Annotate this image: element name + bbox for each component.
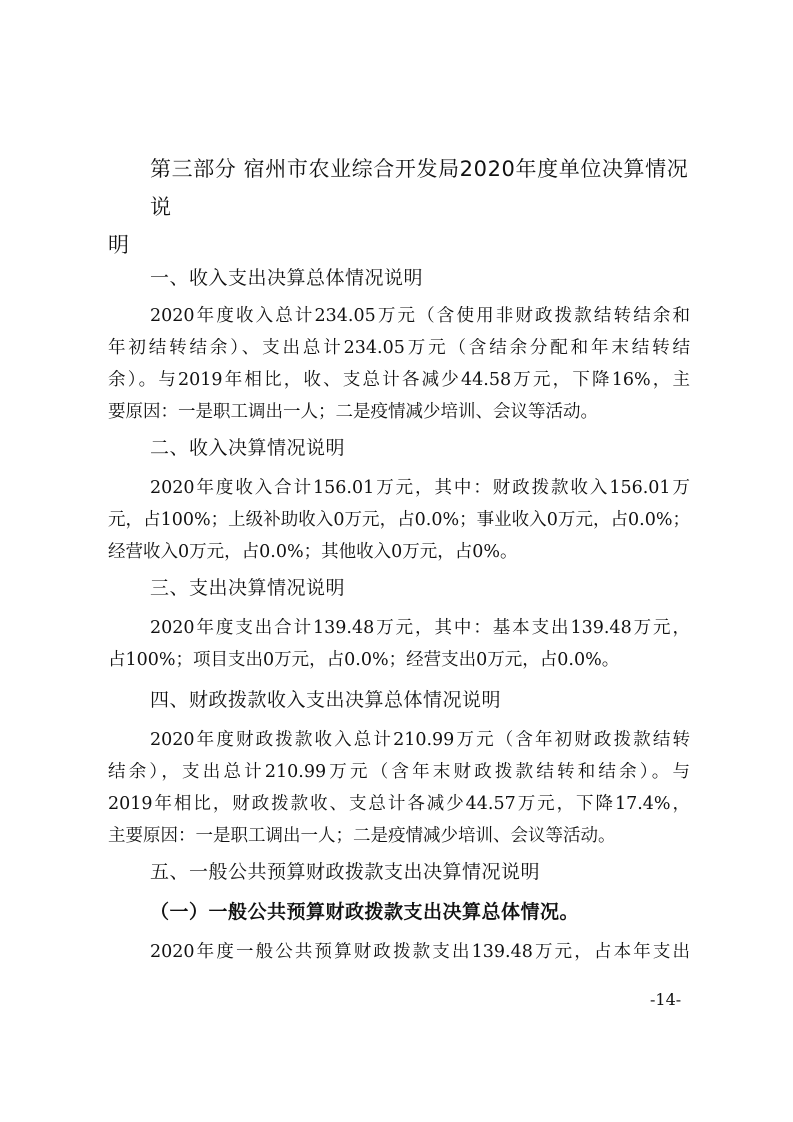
paragraph-line: 要原因：一是职工调出一人；二是疫情减少培训、会议等活动。 — [108, 402, 598, 422]
paragraph-line: 元，占100%；上级补助收入0万元，占0.0%；事业收入0万元，占0.0%； — [108, 510, 690, 530]
paragraph-line: 2019年相比，财政拨款收、支总计各减少44.57万元，下降17.4%， — [108, 794, 690, 814]
paragraph-line: 占100%；项目支出0万元，占0.0%；经营支出0万元，占0.0%。 — [108, 650, 620, 670]
paragraph-line: 2020年度一般公共预算财政拨款支出139.48万元，占本年支出 — [150, 942, 690, 962]
section-heading-3: 三、支出决算情况说明 — [150, 577, 346, 599]
paragraph-line: 2020年度收入合计156.01万元，其中：财政拨款收入156.01万 — [150, 478, 690, 498]
subsection-heading: （一）一般公共预算财政拨款支出决算总体情况。 — [150, 901, 580, 923]
paragraph-line: 余）。与2019年相比，收、支总计各减少44.58万元，下降16%，主 — [108, 370, 690, 390]
page-title-line-1: 第三部分 宿州市农业综合开发局2020年度单位决算情况说 — [150, 157, 689, 219]
paragraph-line: 主要原因：一是职工调出一人；二是疫情减少培训、会议等活动。 — [108, 826, 616, 846]
paragraph-line: 结余），支出总计210.99万元（含年末财政拨款结转和结余）。与 — [108, 762, 690, 782]
page-title — [108, 150, 708, 264]
paragraph-line: 2020年度收入总计234.05万元（含使用非财政拨款结转结余和 — [150, 306, 690, 326]
page-number: -14- — [650, 990, 682, 1009]
section-heading-5: 五、一般公共预算财政拨款支出决算情况说明 — [150, 861, 541, 883]
section-heading-2: 二、收入决算情况说明 — [150, 437, 346, 459]
section-heading-1: 一、收入支出决算总体情况说明 — [150, 267, 424, 289]
section-heading-4: 四、财政拨款收入支出决算总体情况说明 — [150, 689, 502, 711]
page-title-line-2: 明 — [108, 233, 130, 257]
paragraph-line: 2020年度支出合计139.48万元，其中：基本支出139.48万元， — [150, 618, 690, 638]
paragraph-line: 经营收入0万元，占0.0%；其他收入0万元，占0%。 — [108, 542, 518, 562]
paragraph-line: 年初结转结余）、支出总计234.05万元（含结余分配和年末结转结 — [108, 338, 690, 358]
paragraph-line: 2020年度财政拨款收入总计210.99万元（含年初财政拨款结转 — [150, 730, 690, 750]
